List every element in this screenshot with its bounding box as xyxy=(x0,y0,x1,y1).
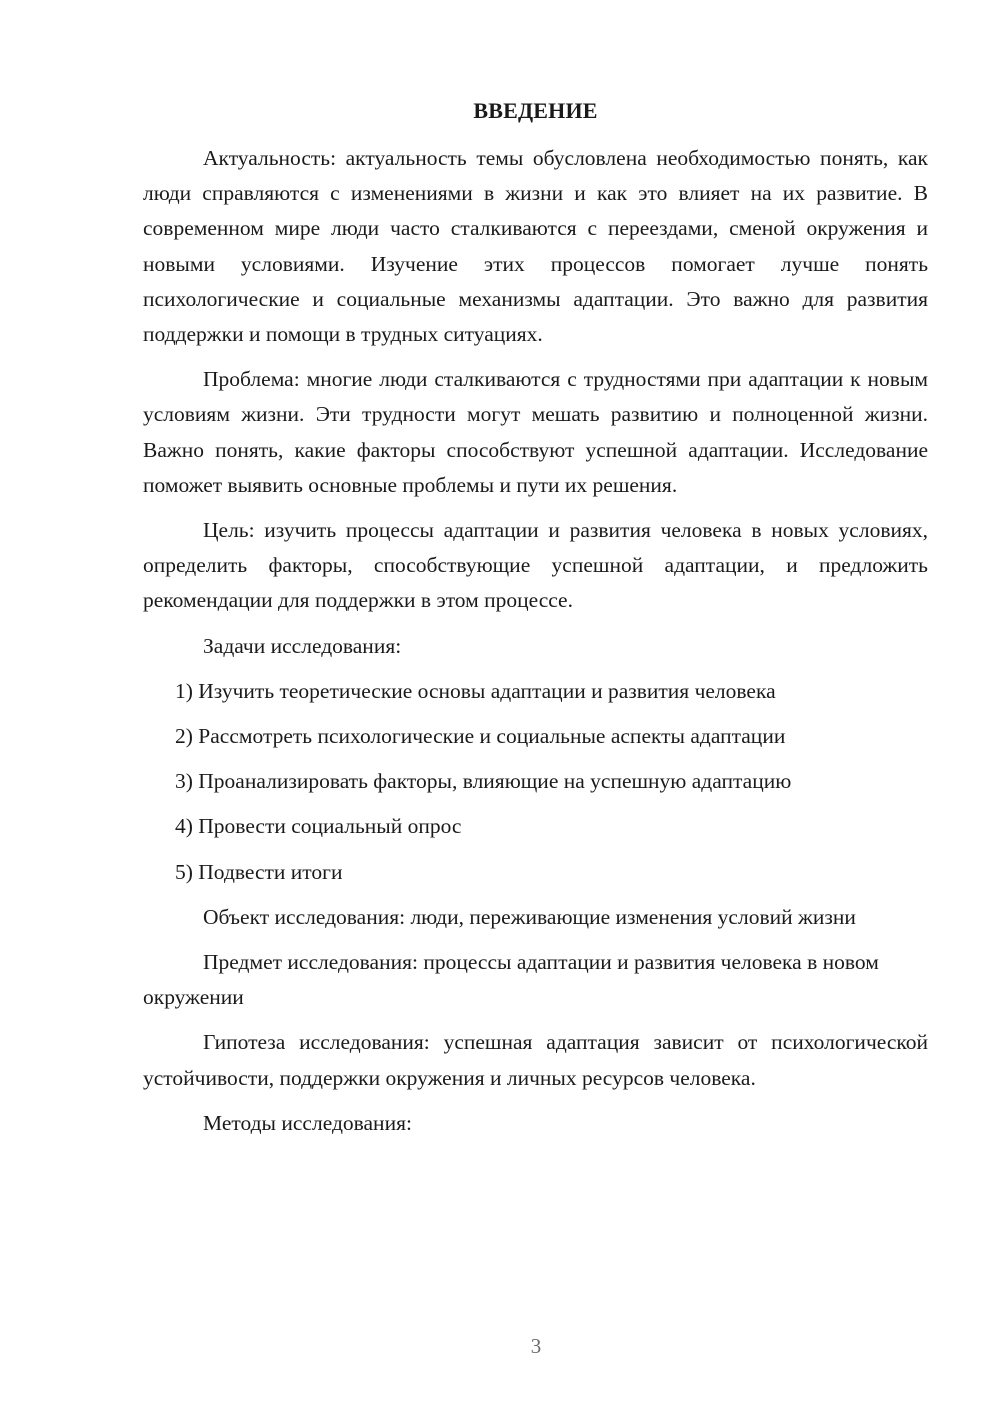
paragraph-subject: Предмет исследования: процессы адаптации и развития человека в новом окружении xyxy=(143,950,879,1010)
page-number: 3 xyxy=(530,1334,542,1358)
list-item: 4) Провести социальный опрос xyxy=(175,814,462,839)
tasks-list xyxy=(143,674,928,890)
paragraph-problem: Проблема: многие люди сталкиваются с трудностями при адаптации к новым условиям жизни. Эти трудности могут мешать развитию и полноценной жизни. Важно понять, какие факторы способствуют успешной адаптации. Исследование поможет выявить основные проблемы и пути их решения. xyxy=(143,367,928,497)
paragraph-relevance: Актуальность: актуальность темы обусловлена необходимостью понять, как люди справляются с изменениями в жизни и как это влияет на их развитие. В современном мире люди часто сталкиваются с переездами, сменой окружения и новыми условиями. Изучение этих процессов помогает лучше понять психологические и социальные механизмы адаптации. Это важно для развития поддержки и помощи в трудных ситуациях. xyxy=(143,146,928,347)
list-item: 3) Проанализировать факторы, влияющие на успешную адаптацию xyxy=(175,769,792,794)
list-item: 5) Подвести итоги xyxy=(175,859,343,884)
paragraph-object: Объект исследования: люди, переживающие изменения условий жизни xyxy=(203,904,856,929)
paragraph-tasks-intro: Задачи исследования: xyxy=(203,633,402,658)
paragraph-methods-intro: Методы исследования: xyxy=(203,1110,412,1135)
paragraph-hypothesis: Гипотеза исследования: успешная адаптация зависит от психологической устойчивости, поддержки окружения и личных ресурсов человека. xyxy=(143,1030,928,1090)
page-title: ВВЕДЕНИЕ xyxy=(473,98,598,123)
paragraph-goal: Цель: изучить процессы адаптации и развития человека в новых условиях, определить факторы, способствующие успешной адаптации, и предложить рекомендации для поддержки в этом процессе. xyxy=(143,518,928,613)
list-item: 1) Изучить теоретические основы адаптации и развития человека xyxy=(175,678,776,703)
document-body xyxy=(143,141,928,1151)
list-item: 2) Рассмотреть психологические и социальные аспекты адаптации xyxy=(175,724,786,749)
